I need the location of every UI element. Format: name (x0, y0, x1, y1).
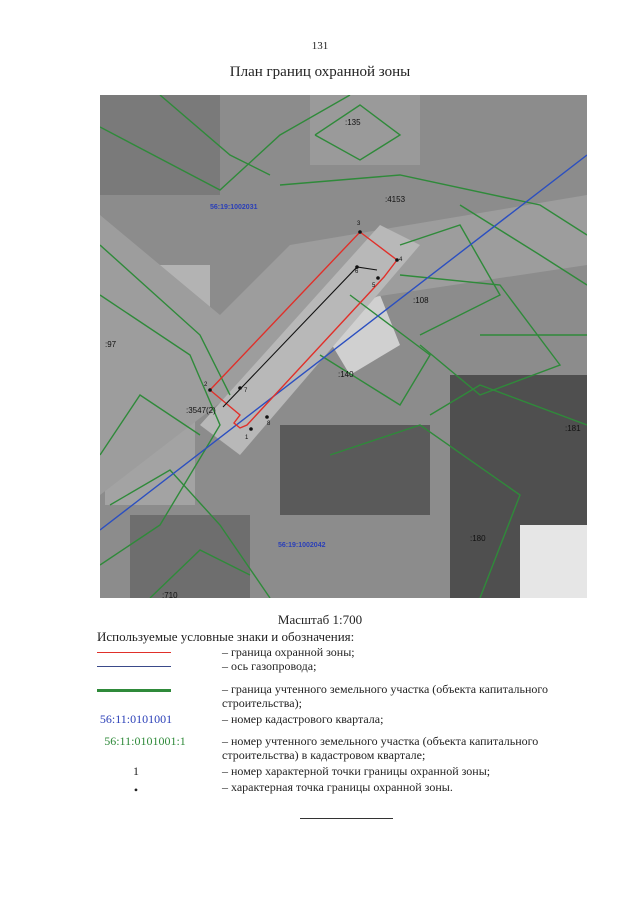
terrain-block (280, 425, 430, 515)
zone-point-marker (376, 276, 380, 280)
footer-divider (300, 818, 393, 819)
map-scale: Масштаб 1:700 (277, 612, 363, 627)
page-number: 131 (311, 40, 329, 52)
parcel-label: :181 (565, 424, 581, 433)
map-svg (100, 95, 587, 598)
parcel-label: :4153 (385, 195, 406, 204)
parcel-label: :3547(2) (186, 406, 216, 415)
zone-point-label: 7 (244, 388, 248, 394)
legend (97, 645, 577, 796)
parcel-label: :140 (338, 370, 354, 379)
red-line-symbol (97, 652, 171, 653)
zone-point-label: 4 (399, 257, 403, 263)
legend-row (97, 734, 577, 764)
parcel-label: :108 (413, 296, 429, 305)
zone-point-label: 1 (245, 435, 249, 441)
legend-row (97, 682, 577, 712)
legend-row (97, 712, 577, 734)
zone-point-marker (208, 388, 212, 392)
zone-point-marker (358, 230, 362, 234)
zone-point-marker (249, 427, 253, 431)
aerial-map (100, 95, 587, 598)
quarter-number-symbol: 56:11:0101001 (99, 712, 173, 726)
zone-point-label: 3 (357, 221, 361, 227)
page-title: План границ охранной зоны (229, 64, 411, 80)
legend-desc: – номер кадастрового квартала; (222, 712, 384, 726)
legend-desc: – граница охранной зоны; (222, 645, 355, 659)
legend-row (97, 780, 577, 796)
point-dot-symbol: • (133, 783, 139, 797)
legend-desc: – номер учтенного земельного участка (объекта капитального строительства) в кадастровом квартале; (222, 734, 539, 762)
parcel-label: :97 (105, 340, 117, 349)
zone-point-label: 2 (204, 382, 208, 388)
parcel-label: :135 (345, 118, 361, 127)
legend-desc: – характерная точка границы охранной зоны. (222, 780, 453, 794)
legend-row (97, 659, 577, 682)
zone-point-label: 8 (267, 421, 271, 427)
point-number-symbol: 1 (133, 764, 139, 778)
green-line-symbol (97, 689, 171, 692)
terrain-block (520, 525, 587, 598)
legend-row (97, 645, 577, 659)
parcel-label: :180 (470, 534, 486, 543)
legend-desc: – граница учтенного земельного участка (объекта капитального строительства); (222, 682, 549, 710)
legend-desc: – ось газопровода; (222, 659, 317, 673)
parcel-number-symbol: 56:11:0101001:1 (104, 734, 186, 748)
parcel-label: :710 (162, 591, 178, 598)
terrain-block (310, 95, 420, 165)
zone-point-label: 6 (355, 269, 359, 275)
blue-line-symbol (97, 666, 171, 667)
terrain-block (130, 515, 250, 598)
quarter-label: 56:19:1002042 (278, 542, 326, 549)
zone-point-marker (238, 386, 242, 390)
legend-title: Используемые условные знаки и обозначения: (97, 629, 355, 644)
quarter-label: 56:19:1002031 (210, 204, 258, 211)
zone-point-label: 5 (372, 283, 376, 289)
legend-desc: – номер характерной точки границы охранной зоны; (222, 764, 491, 778)
zone-point-marker (265, 415, 269, 419)
legend-row (97, 764, 577, 780)
